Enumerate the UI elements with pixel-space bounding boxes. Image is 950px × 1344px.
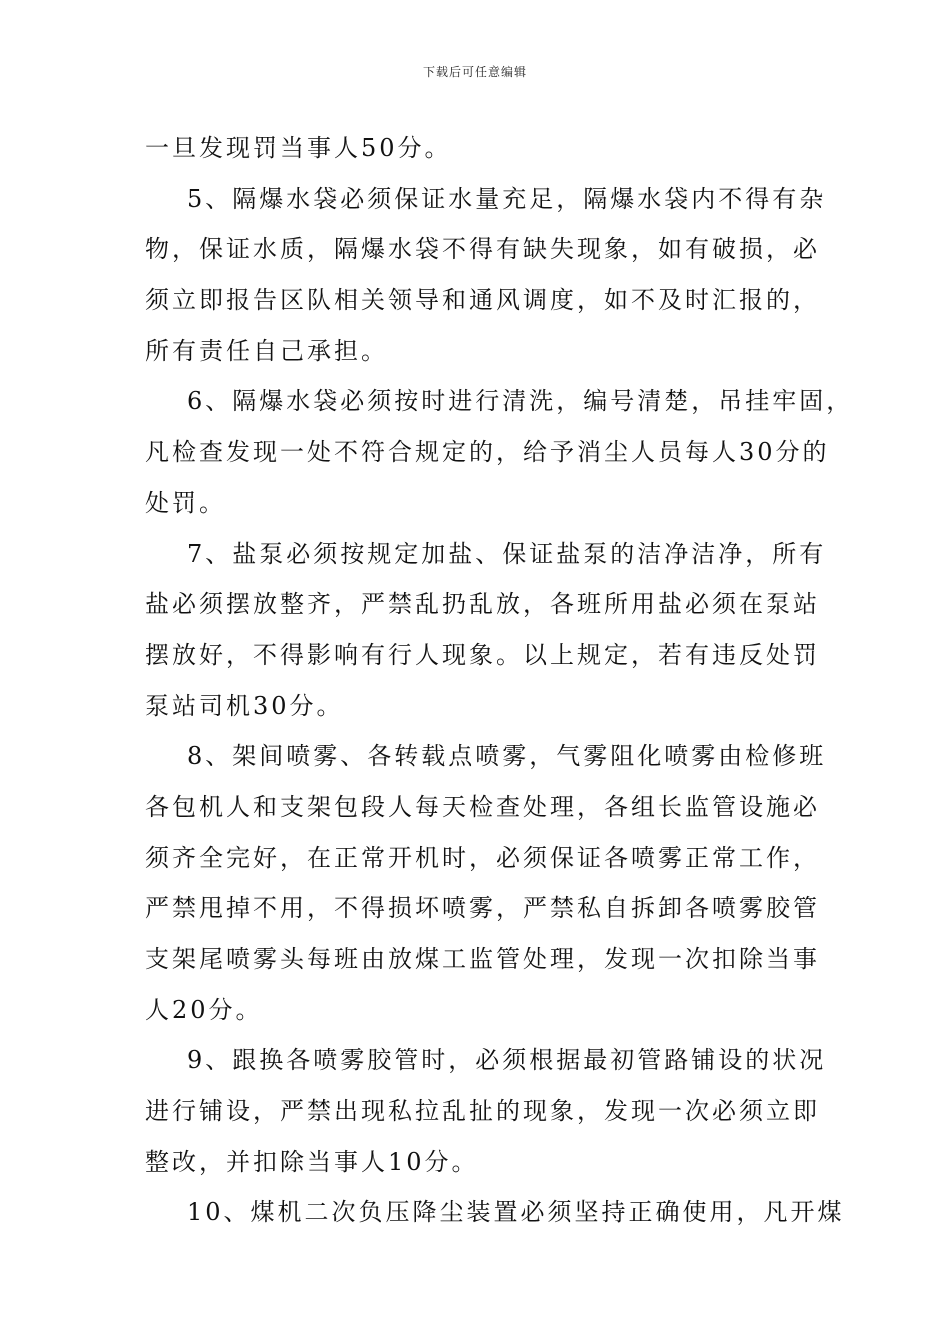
text-line: 处罚。: [145, 488, 226, 517]
paragraph-item-5-line: 5、隔爆水袋必须保证水量充足，隔爆水袋内不得有杂: [187, 184, 827, 213]
page-header: 下载后可任意编辑: [422, 65, 527, 79]
text-line: 整改，并扣除当事人10分。: [145, 1147, 479, 1176]
text-line: 摆放好，不得影响有行人现象。以上规定，若有违反处罚: [145, 640, 820, 669]
document-body: [145, 128, 854, 1243]
text-line: 人20分。: [145, 995, 263, 1024]
text-line: 物，保证水质，隔爆水袋不得有缺失现象，如有破损，必: [145, 235, 820, 264]
paragraph-item-6-line: 6、隔爆水袋必须按时进行清洗，编号清楚，吊挂牢固，: [187, 387, 854, 416]
text-line: 凡检查发现一处不符合规定的，给予消尘人员每人30分的: [145, 438, 830, 467]
text-line: 支架尾喷雾头每班由放煤工监管处理，发现一次扣除当事: [145, 945, 820, 973]
text-line: 须立即报告区队相关领导和通风调度，如不及时汇报的，: [145, 286, 820, 315]
paragraph-item-9-line: 9、跟换各喷雾胶管时，必须根据最初管路铺设的状况: [187, 1046, 827, 1075]
text-line: 一旦发现罚当事人50分。: [145, 134, 452, 162]
text-line: 严禁甩掉不用，不得损坏喷雾，严禁私自拆卸各喷雾胶管: [145, 894, 820, 923]
text-line: 泵站司机30分。: [145, 691, 344, 720]
paragraph-item-7-line: 7、盐泵必须按规定加盐、保证盐泵的洁净洁净，所有: [187, 539, 827, 568]
text-line: 进行铺设，严禁出现私拉乱扯的现象，发现一次必须立即: [145, 1097, 820, 1126]
text-line: 所有责任自己承担。: [145, 336, 388, 365]
paragraph-item-8-line: 8、架间喷雾、各转载点喷雾，气雾阻化喷雾由检修班: [187, 742, 827, 771]
paragraph-item-10-line: 10、煤机二次负压降尘装置必须坚持正确使用，凡开煤: [187, 1198, 845, 1227]
text-line: 各包机人和支架包段人每天检查处理，各组长监管设施必: [145, 792, 820, 821]
text-line: 须齐全完好，在正常开机时，必须保证各喷雾正常工作，: [145, 843, 820, 872]
text-line: 盐必须摆放整齐，严禁乱扔乱放，各班所用盐必须在泵站: [145, 590, 820, 619]
